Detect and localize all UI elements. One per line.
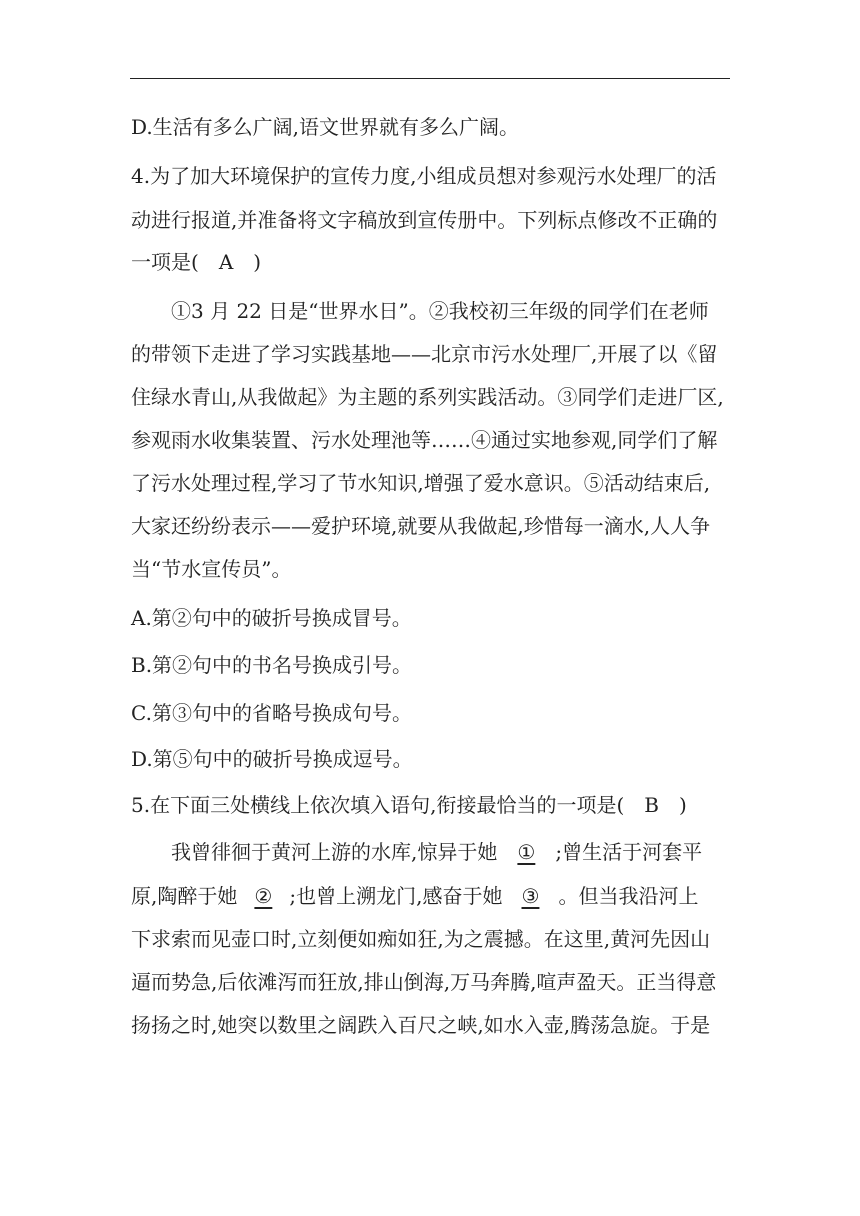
q5-passage-text: 。但当我沿河上	[558, 884, 699, 908]
q4-stem-line-1: 4.为了加大环境保护的宣传力度,小组成员想对参观污水处理厂的活	[131, 164, 717, 188]
q5-passage-line: 扬扬之时,她突以数里之阔跌入百尺之峡,如水入壶,腾荡急旋。于是	[131, 1013, 711, 1037]
q5-passage-text: ;也曾上溯龙门,感奋于她	[289, 884, 503, 908]
q5-passage-text: ;曾生活于河套平	[555, 840, 703, 864]
q5-passage-line: 下求索而见壶口时,立刻便如痴如狂,为之震撼。在这里,黄河先因山	[131, 927, 711, 951]
q5-passage-line-1	[171, 838, 731, 866]
q4-passage-line: 住绿水青山,从我做起》为主题的系列实践活动。③同学们走进厂区,	[131, 385, 724, 409]
q3-option-d: D.生活有多么广阔,语文世界就有多么广阔。	[131, 115, 520, 139]
q5-passage-line: 逼而势急,后依滩泻而狂放,排山倒海,万马奔腾,喧声盈天。正当得意	[131, 970, 717, 994]
q4-passage-line: ①3 月 22 日是“世界水日”。②我校初三年级的同学们在老师	[171, 299, 709, 323]
header-rule	[130, 78, 730, 79]
q4-stem-line-3	[131, 248, 731, 276]
q4-option-c: C.第③句中的省略号换成句号。	[131, 701, 412, 725]
blank-3: ③	[521, 884, 540, 908]
blank-2: ②	[254, 884, 273, 908]
q5-stem	[131, 791, 731, 819]
blank-1: ①	[517, 840, 536, 864]
q5-answer: B	[644, 793, 659, 817]
q4-stem-suffix: )	[253, 250, 262, 274]
q4-option-b: B.第②句中的书名号换成引号。	[131, 653, 413, 677]
q5-stem-prefix: 5.在下面三处横线上依次填入语句,衔接最恰当的一项是(	[131, 793, 625, 817]
q4-option-a: A.第②句中的破折号换成冒号。	[131, 606, 412, 630]
q4-passage-line: 了污水处理过程,学习了节水知识,增强了爱水意识。⑤活动结束后,	[131, 471, 711, 495]
q4-option-d: D.第⑤句中的破折号换成逗号。	[131, 747, 413, 771]
q5-passage-line-2	[131, 882, 731, 910]
q4-passage-line: 的带领下走进了学习实践基地——北京市污水处理厂,开展了以《留	[131, 342, 718, 366]
q5-passage-text: 我曾徘徊于黄河上游的水库,惊异于她	[171, 840, 498, 864]
q5-passage-text: 原,陶醉于她	[131, 884, 238, 908]
q5-stem-suffix: )	[678, 793, 687, 817]
q4-stem-prefix: 一项是(	[131, 250, 199, 274]
q4-passage-line: 大家还纷纷表示——爱护环境,就要从我做起,珍惜每一滴水,人人争	[131, 514, 711, 538]
q4-answer: A	[218, 250, 234, 274]
q4-passage-line: 参观雨水收集装置、污水处理池等……④通过实地参观,同学们了解	[131, 428, 718, 452]
q4-stem-line-2: 动进行报道,并准备将文字稿放到宣传册中。下列标点修改不正确的	[131, 208, 718, 232]
q4-passage-line: 当“节水宣传员”。	[131, 557, 292, 581]
